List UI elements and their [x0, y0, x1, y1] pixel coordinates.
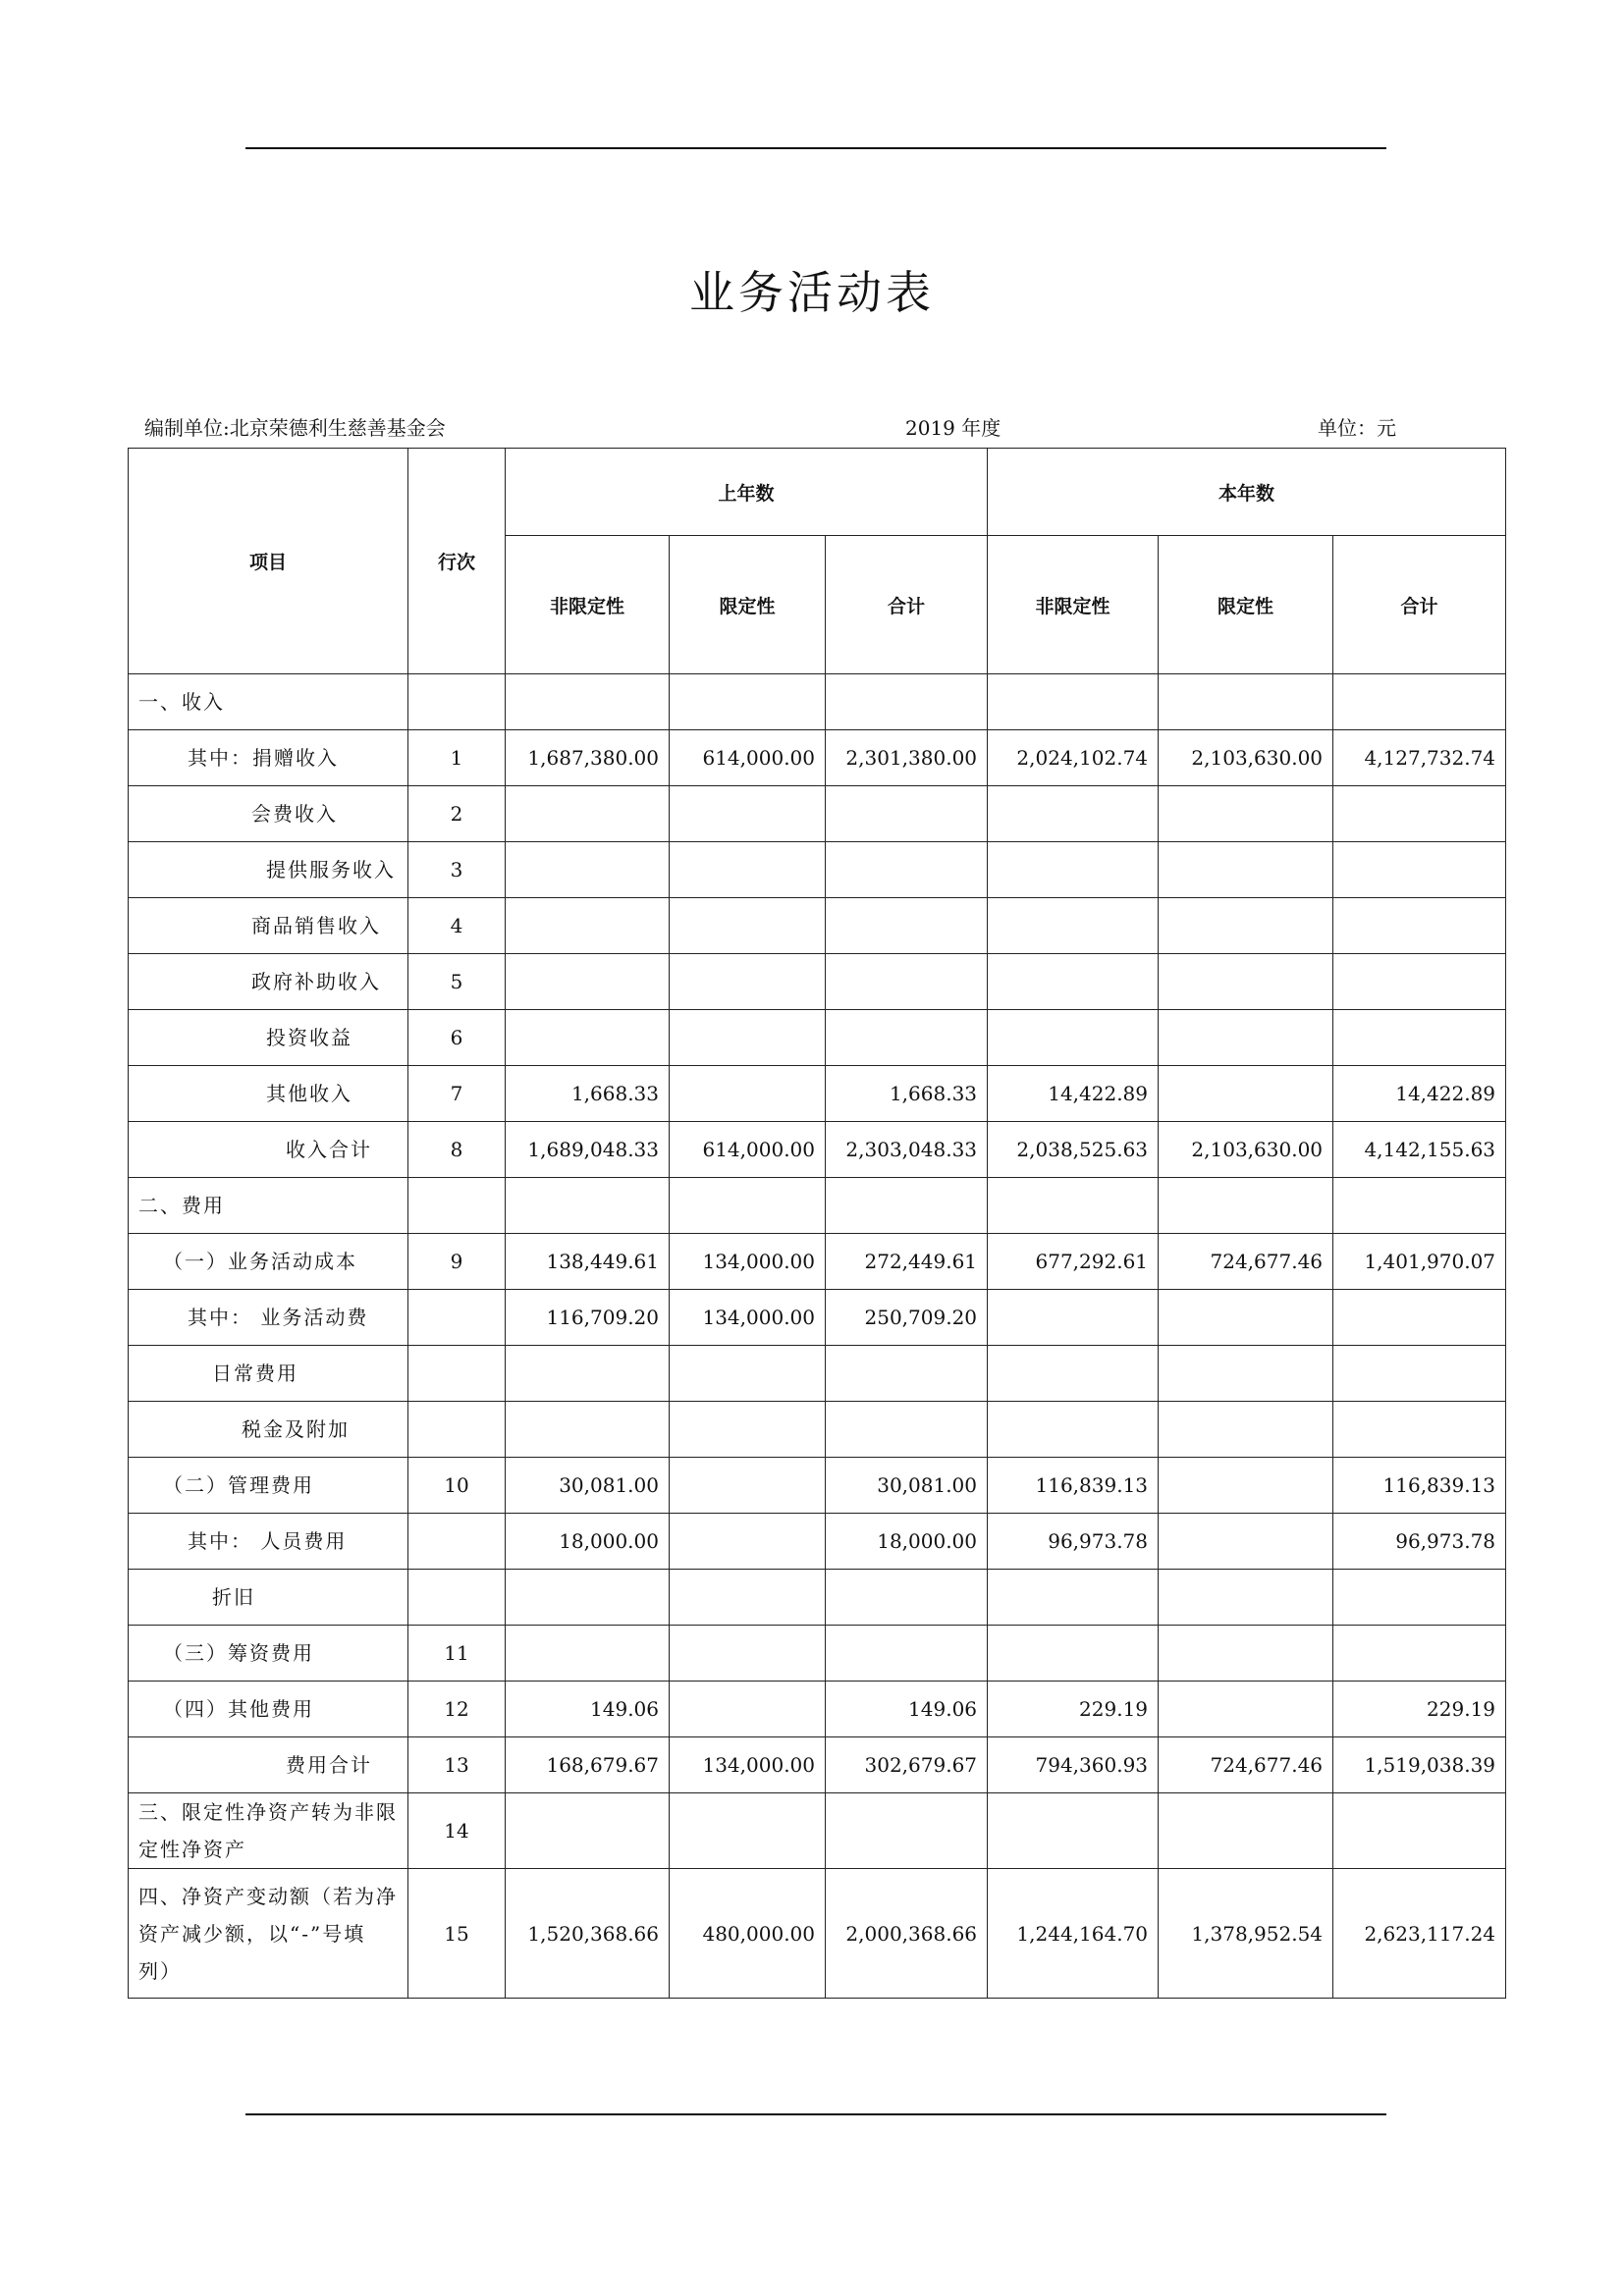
- curr-total-cell: [1333, 1793, 1506, 1869]
- prev-total-cell: [826, 1402, 988, 1458]
- prev-restricted-cell: [670, 1570, 826, 1626]
- row-number: 7: [408, 1066, 506, 1122]
- row-label: 提供服务收入: [129, 842, 408, 898]
- prev-unrestricted-cell: 116,709.20: [506, 1290, 670, 1346]
- curr-restricted-cell: [1159, 954, 1333, 1010]
- curr-total-cell: [1333, 842, 1506, 898]
- prev-total-cell: 1,668.33: [826, 1066, 988, 1122]
- row-label: 会费收入: [129, 786, 408, 842]
- row-number: 2: [408, 786, 506, 842]
- table-row: [129, 1066, 1506, 1122]
- table-row: [129, 786, 1506, 842]
- curr-restricted-cell: [1159, 1178, 1333, 1234]
- curr-unrestricted-cell: [988, 842, 1159, 898]
- prev-restricted-cell: [670, 1402, 826, 1458]
- prev-total-cell: [826, 1626, 988, 1682]
- prev-total-cell: 30,081.00: [826, 1458, 988, 1514]
- row-number: 15: [408, 1869, 506, 1999]
- row-number: 14: [408, 1793, 506, 1869]
- row-label: （三）筹资费用: [129, 1626, 408, 1682]
- prev-unrestricted-cell: 168,679.67: [506, 1737, 670, 1793]
- curr-total-cell: 14,422.89: [1333, 1066, 1506, 1122]
- prev-restricted-cell: [670, 1514, 826, 1570]
- curr-unrestricted-cell: 794,360.93: [988, 1737, 1159, 1793]
- row-number: [408, 1178, 506, 1234]
- row-label: （一）业务活动成本: [129, 1234, 408, 1290]
- prev-unrestricted-cell: 30,081.00: [506, 1458, 670, 1514]
- row-number: 9: [408, 1234, 506, 1290]
- curr-restricted-cell: 724,677.46: [1159, 1737, 1333, 1793]
- org-label: 编制单位:北京荣德利生慈善基金会: [144, 416, 446, 440]
- row-label: 日常费用: [129, 1346, 408, 1402]
- curr-unrestricted-cell: [988, 1402, 1159, 1458]
- prev-restricted-cell: [670, 842, 826, 898]
- curr-restricted-cell: [1159, 1290, 1333, 1346]
- curr-total-cell: [1333, 1570, 1506, 1626]
- row-number: [408, 1290, 506, 1346]
- prev-restricted-cell: [670, 1626, 826, 1682]
- prev-total-cell: 18,000.00: [826, 1514, 988, 1570]
- table-row: [129, 1234, 1506, 1290]
- prev-unrestricted-cell: [506, 842, 670, 898]
- curr-total-cell: [1333, 1346, 1506, 1402]
- curr-unrestricted-cell: 229.19: [988, 1682, 1159, 1737]
- row-number: 5: [408, 954, 506, 1010]
- prev-total-cell: 149.06: [826, 1682, 988, 1737]
- row-label: 费用合计: [129, 1737, 408, 1793]
- prev-restricted-cell: [670, 1066, 826, 1122]
- curr-total-cell: 2,623,117.24: [1333, 1869, 1506, 1999]
- prev-restricted-cell: 134,000.00: [670, 1290, 826, 1346]
- curr-unrestricted-cell: 116,839.13: [988, 1458, 1159, 1514]
- row-number: [408, 1570, 506, 1626]
- curr-total-cell: [1333, 1402, 1506, 1458]
- table-row: [129, 1793, 1506, 1869]
- curr-total-cell: 96,973.78: [1333, 1514, 1506, 1570]
- row-number: 10: [408, 1458, 506, 1514]
- row-number: 4: [408, 898, 506, 954]
- table-body: [129, 674, 1506, 1999]
- curr-restricted-cell: [1159, 1010, 1333, 1066]
- curr-total-cell: [1333, 1626, 1506, 1682]
- prev-total-cell: [826, 898, 988, 954]
- curr-restricted-cell: 724,677.46: [1159, 1234, 1333, 1290]
- prev-restricted-cell: [670, 1178, 826, 1234]
- header-prev-restricted: 限定性: [670, 536, 826, 674]
- prev-restricted-cell: 480,000.00: [670, 1869, 826, 1999]
- unit-label: 单位：元: [1318, 416, 1396, 440]
- row-number: 12: [408, 1682, 506, 1737]
- table-row: [129, 1737, 1506, 1793]
- header-prev-total: 合计: [826, 536, 988, 674]
- prev-restricted-cell: [670, 1793, 826, 1869]
- activity-table: [128, 448, 1506, 1999]
- row-label: 其中： 人员费用: [129, 1514, 408, 1570]
- prev-restricted-cell: [670, 1010, 826, 1066]
- curr-total-cell: 4,127,732.74: [1333, 730, 1506, 786]
- table-row: [129, 1514, 1506, 1570]
- prev-unrestricted-cell: [506, 898, 670, 954]
- row-number: [408, 1514, 506, 1570]
- prev-unrestricted-cell: [506, 674, 670, 730]
- row-number: [408, 1346, 506, 1402]
- prev-total-cell: [826, 1346, 988, 1402]
- table-row: [129, 1346, 1506, 1402]
- prev-unrestricted-cell: [506, 1402, 670, 1458]
- table-row: [129, 730, 1506, 786]
- prev-total-cell: [826, 1010, 988, 1066]
- table-row: [129, 1682, 1506, 1737]
- header-item: 项目: [129, 449, 408, 674]
- prev-unrestricted-cell: 1,668.33: [506, 1066, 670, 1122]
- prev-restricted-cell: [670, 898, 826, 954]
- prev-restricted-cell: 614,000.00: [670, 730, 826, 786]
- prev-unrestricted-cell: [506, 1178, 670, 1234]
- prev-total-cell: [826, 954, 988, 1010]
- prev-unrestricted-cell: 1,687,380.00: [506, 730, 670, 786]
- prev-total-cell: [826, 842, 988, 898]
- prev-unrestricted-cell: 1,689,048.33: [506, 1122, 670, 1178]
- prev-restricted-cell: [670, 674, 826, 730]
- curr-unrestricted-cell: [988, 1178, 1159, 1234]
- curr-total-cell: [1333, 898, 1506, 954]
- table-row: [129, 1178, 1506, 1234]
- row-label: （二）管理费用: [129, 1458, 408, 1514]
- curr-restricted-cell: [1159, 842, 1333, 898]
- curr-restricted-cell: [1159, 1682, 1333, 1737]
- row-label: 其中：捐赠收入: [129, 730, 408, 786]
- prev-restricted-cell: [670, 1682, 826, 1737]
- table-row: [129, 1290, 1506, 1346]
- row-label: 折旧: [129, 1570, 408, 1626]
- curr-total-cell: [1333, 786, 1506, 842]
- prev-total-cell: 272,449.61: [826, 1234, 988, 1290]
- prev-unrestricted-cell: [506, 786, 670, 842]
- curr-restricted-cell: 2,103,630.00: [1159, 730, 1333, 786]
- curr-restricted-cell: 2,103,630.00: [1159, 1122, 1333, 1178]
- curr-total-cell: [1333, 1178, 1506, 1234]
- row-number: 6: [408, 1010, 506, 1066]
- prev-total-cell: 2,000,368.66: [826, 1869, 988, 1999]
- curr-restricted-cell: [1159, 674, 1333, 730]
- prev-unrestricted-cell: [506, 954, 670, 1010]
- row-number: [408, 1402, 506, 1458]
- prev-restricted-cell: [670, 954, 826, 1010]
- table-row: [129, 1869, 1506, 1999]
- prev-total-cell: [826, 1793, 988, 1869]
- curr-total-cell: [1333, 1290, 1506, 1346]
- row-label: （四）其他费用: [129, 1682, 408, 1737]
- prev-total-cell: 250,709.20: [826, 1290, 988, 1346]
- curr-unrestricted-cell: 2,024,102.74: [988, 730, 1159, 786]
- year-label: 2019 年度: [905, 416, 1001, 440]
- curr-unrestricted-cell: [988, 1010, 1159, 1066]
- table-row: [129, 954, 1506, 1010]
- row-label: 其他收入: [129, 1066, 408, 1122]
- row-label: 商品销售收入: [129, 898, 408, 954]
- prev-restricted-cell: 134,000.00: [670, 1234, 826, 1290]
- curr-unrestricted-cell: [988, 786, 1159, 842]
- curr-total-cell: [1333, 954, 1506, 1010]
- prev-total-cell: [826, 786, 988, 842]
- curr-unrestricted-cell: [988, 1570, 1159, 1626]
- table-row: [129, 842, 1506, 898]
- curr-unrestricted-cell: 14,422.89: [988, 1066, 1159, 1122]
- row-label: 税金及附加: [129, 1402, 408, 1458]
- header-prev-year: 上年数: [506, 449, 988, 536]
- prev-restricted-cell: [670, 1346, 826, 1402]
- curr-unrestricted-cell: [988, 1793, 1159, 1869]
- curr-total-cell: 229.19: [1333, 1682, 1506, 1737]
- curr-restricted-cell: 1,378,952.54: [1159, 1869, 1333, 1999]
- prev-unrestricted-cell: 138,449.61: [506, 1234, 670, 1290]
- prev-unrestricted-cell: 149.06: [506, 1682, 670, 1737]
- curr-unrestricted-cell: 2,038,525.63: [988, 1122, 1159, 1178]
- curr-total-cell: 1,401,970.07: [1333, 1234, 1506, 1290]
- prev-unrestricted-cell: 18,000.00: [506, 1514, 670, 1570]
- table-row: [129, 1122, 1506, 1178]
- curr-restricted-cell: [1159, 1402, 1333, 1458]
- curr-total-cell: [1333, 674, 1506, 730]
- prev-total-cell: 2,301,380.00: [826, 730, 988, 786]
- header-rule: [245, 147, 1386, 149]
- curr-total-cell: [1333, 1010, 1506, 1066]
- prev-restricted-cell: 134,000.00: [670, 1737, 826, 1793]
- curr-restricted-cell: [1159, 1514, 1333, 1570]
- curr-restricted-cell: [1159, 1346, 1333, 1402]
- curr-restricted-cell: [1159, 1570, 1333, 1626]
- curr-total-cell: 116,839.13: [1333, 1458, 1506, 1514]
- table-row: [129, 674, 1506, 730]
- curr-unrestricted-cell: [988, 898, 1159, 954]
- curr-restricted-cell: [1159, 1458, 1333, 1514]
- table-row: [129, 1626, 1506, 1682]
- row-label: 二、费用: [129, 1178, 408, 1234]
- curr-unrestricted-cell: [988, 1346, 1159, 1402]
- curr-restricted-cell: [1159, 1793, 1333, 1869]
- prev-unrestricted-cell: [506, 1010, 670, 1066]
- curr-restricted-cell: [1159, 1626, 1333, 1682]
- row-number: 13: [408, 1737, 506, 1793]
- table-row: [129, 1458, 1506, 1514]
- row-label: 其中： 业务活动费: [129, 1290, 408, 1346]
- footer-rule: [245, 2113, 1386, 2115]
- curr-restricted-cell: [1159, 1066, 1333, 1122]
- curr-unrestricted-cell: [988, 674, 1159, 730]
- row-label: 三、限定性净资产转为非限定性净资产: [129, 1793, 408, 1869]
- page-title: 业务活动表: [689, 266, 935, 319]
- row-label: 政府补助收入: [129, 954, 408, 1010]
- prev-unrestricted-cell: [506, 1346, 670, 1402]
- curr-restricted-cell: [1159, 898, 1333, 954]
- prev-unrestricted-cell: [506, 1793, 670, 1869]
- prev-restricted-cell: [670, 786, 826, 842]
- row-number: 8: [408, 1122, 506, 1178]
- curr-unrestricted-cell: 96,973.78: [988, 1514, 1159, 1570]
- header-curr-year: 本年数: [988, 449, 1506, 536]
- prev-unrestricted-cell: [506, 1626, 670, 1682]
- row-label: 一、收入: [129, 674, 408, 730]
- prev-unrestricted-cell: 1,520,368.66: [506, 1869, 670, 1999]
- header-curr-total: 合计: [1333, 536, 1506, 674]
- row-label: 投资收益: [129, 1010, 408, 1066]
- header-curr-unrestricted: 非限定性: [988, 536, 1159, 674]
- row-label: 四、净资产变动额（若为净资产减少额，以“-”号填列）: [129, 1869, 408, 1999]
- prev-total-cell: [826, 1570, 988, 1626]
- curr-total-cell: 4,142,155.63: [1333, 1122, 1506, 1178]
- prev-total-cell: 302,679.67: [826, 1737, 988, 1793]
- header-prev-unrestricted: 非限定性: [506, 536, 670, 674]
- curr-unrestricted-cell: 677,292.61: [988, 1234, 1159, 1290]
- row-label: 收入合计: [129, 1122, 408, 1178]
- curr-unrestricted-cell: [988, 1626, 1159, 1682]
- header-curr-restricted: 限定性: [1159, 536, 1333, 674]
- curr-restricted-cell: [1159, 786, 1333, 842]
- table-row: [129, 1402, 1506, 1458]
- prev-unrestricted-cell: [506, 1570, 670, 1626]
- row-number: [408, 674, 506, 730]
- row-number: 1: [408, 730, 506, 786]
- prev-restricted-cell: [670, 1458, 826, 1514]
- table-row: [129, 898, 1506, 954]
- table-row: [129, 1570, 1506, 1626]
- curr-unrestricted-cell: 1,244,164.70: [988, 1869, 1159, 1999]
- curr-total-cell: 1,519,038.39: [1333, 1737, 1506, 1793]
- curr-unrestricted-cell: [988, 954, 1159, 1010]
- row-number: 11: [408, 1626, 506, 1682]
- table-row: [129, 1010, 1506, 1066]
- header-row-number: 行次: [408, 449, 506, 674]
- prev-total-cell: 2,303,048.33: [826, 1122, 988, 1178]
- prev-total-cell: [826, 674, 988, 730]
- row-number: 3: [408, 842, 506, 898]
- prev-restricted-cell: 614,000.00: [670, 1122, 826, 1178]
- curr-unrestricted-cell: [988, 1290, 1159, 1346]
- prev-total-cell: [826, 1178, 988, 1234]
